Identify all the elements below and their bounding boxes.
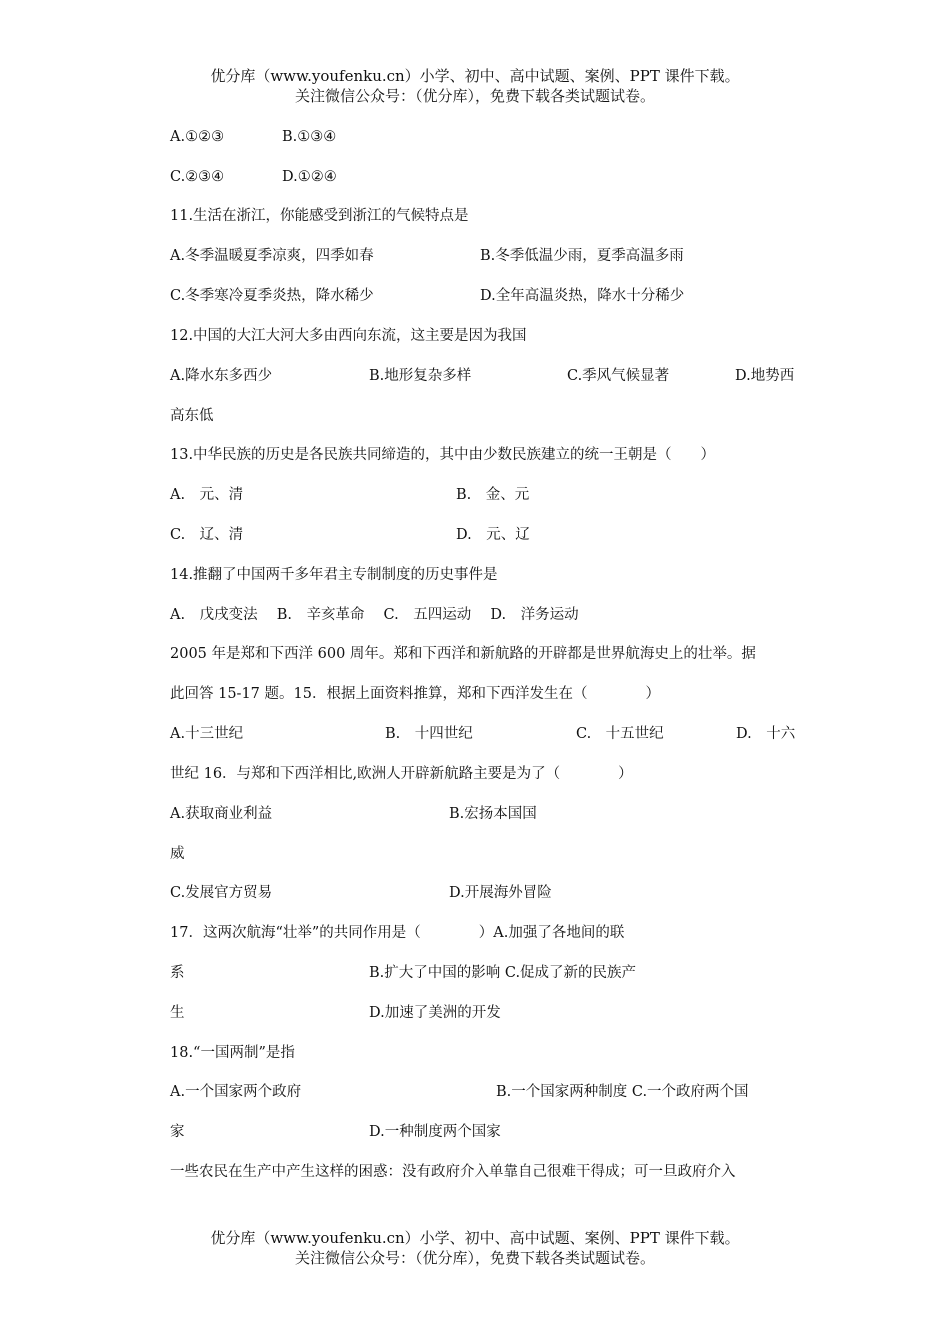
q13-stem: 13.中华民族的历史是各民族共同缔造的，其中由少数民族建立的统一王朝是（ ） xyxy=(170,447,716,463)
q17-option-d: D.加速了美洲的开发 xyxy=(369,1005,501,1021)
q10-option-a: A.①②③ xyxy=(170,129,225,145)
next-passage-line: 一些农民在生产中产生这样的困惑：没有政府介入单靠自己很难干得成；可一旦政府介入 xyxy=(170,1164,736,1180)
footer-line-1: 优分库（www.youfenku.cn）小学、初中、高中试题、案例、PPT 课件下载。 xyxy=(210,1229,740,1247)
q18-option-d: D.一种制度两个国家 xyxy=(369,1124,501,1140)
q14-options: A. 戊戌变法 B. 辛亥革命 C. 五四运动 D. 洋务运动 xyxy=(170,607,579,623)
q11-stem: 11.生活在浙江，你能感受到浙江的气候特点是 xyxy=(170,208,469,224)
q11-option-c: C.冬季寒冷夏季炎热，降水稀少 xyxy=(170,288,374,304)
q15-option-b: B. 十四世纪 xyxy=(385,726,473,742)
q13-option-b: B. 金、元 xyxy=(456,487,530,503)
q18-option-a: A.一个国家两个政府 xyxy=(170,1084,302,1100)
footer-line-2: 关注微信公众号：（优分库），免费下载各类试题试卷。 xyxy=(294,1249,655,1267)
q11-option-d: D.全年高温炎热，降水十分稀少 xyxy=(480,288,685,304)
q12-option-c: C.季风气候显著 xyxy=(567,368,670,384)
q15-option-d: D. 十六 xyxy=(736,726,796,742)
q16-option-b: B.宏扬本国国 xyxy=(449,806,537,822)
q10-option-b: B.①③④ xyxy=(282,129,337,145)
header-line-2: 关注微信公众号：（优分库），免费下载各类试题试卷。 xyxy=(294,87,655,105)
q17-option-c-continued: 生 xyxy=(170,1005,185,1021)
q17-option-a-continued: 系 xyxy=(170,965,185,981)
q17-option-b-c: B.扩大了中国的影响 C.促成了新的民族产 xyxy=(369,965,637,981)
q12-stem: 12.中国的大江大河大多由西向东流，这主要是因为我国 xyxy=(170,328,527,344)
header-line-1: 优分库（www.youfenku.cn）小学、初中、高中试题、案例、PPT 课件下载。 xyxy=(210,67,740,85)
q18-stem: 18.“一国两制”是指 xyxy=(170,1045,295,1061)
q11-option-b: B.冬季低温少雨，夏季高温多雨 xyxy=(480,248,684,264)
q18-option-c-continued: 家 xyxy=(170,1124,185,1140)
q16-option-a: A.获取商业利益 xyxy=(170,806,273,822)
q16-option-c: C.发展官方贸易 xyxy=(170,885,273,901)
q13-option-c: C. 辽、清 xyxy=(170,527,244,543)
q12-option-a: A.降水东多西少 xyxy=(170,368,273,384)
q15-continued-q16-stem: 世纪 16．与郑和下西洋相比,欧洲人开辟新航路主要是为了（ ） xyxy=(170,766,633,782)
q15-option-c: C. 十五世纪 xyxy=(576,726,664,742)
q17-stem: 17．这两次航海“壮举”的共同作用是（ ）A.加强了各地间的联 xyxy=(170,925,625,941)
material-line-1: 2005 年是郑和下西洋 600 周年。郑和下西洋和新航路的开辟都是世界航海史上的壮举。据 xyxy=(170,646,756,662)
q11-option-a: A.冬季温暖夏季凉爽，四季如春 xyxy=(170,248,374,264)
q13-option-a: A. 元、清 xyxy=(170,487,244,503)
q14-stem: 14.推翻了中国两千多年君主专制制度的历史事件是 xyxy=(170,567,498,583)
q16-option-b-continued: 威 xyxy=(170,846,185,862)
q12-option-b: B.地形复杂多样 xyxy=(369,368,472,384)
q15-option-a: A.十三世纪 xyxy=(170,726,244,742)
q18-option-b-c: B.一个国家两种制度 C.一个政府两个国 xyxy=(496,1084,749,1100)
q12-option-d: D.地势西 xyxy=(735,368,795,384)
q12-option-d-continued: 高东低 xyxy=(170,408,214,424)
q10-option-d: D.①②④ xyxy=(282,169,337,185)
material-line-2: 此回答 15-17 题。15．根据上面资料推算，郑和下西洋发生在（ ） xyxy=(170,686,660,702)
q13-option-d: D. 元、辽 xyxy=(456,527,530,543)
q16-option-d: D.开展海外冒险 xyxy=(449,885,552,901)
q10-option-c: C.②③④ xyxy=(170,169,225,185)
